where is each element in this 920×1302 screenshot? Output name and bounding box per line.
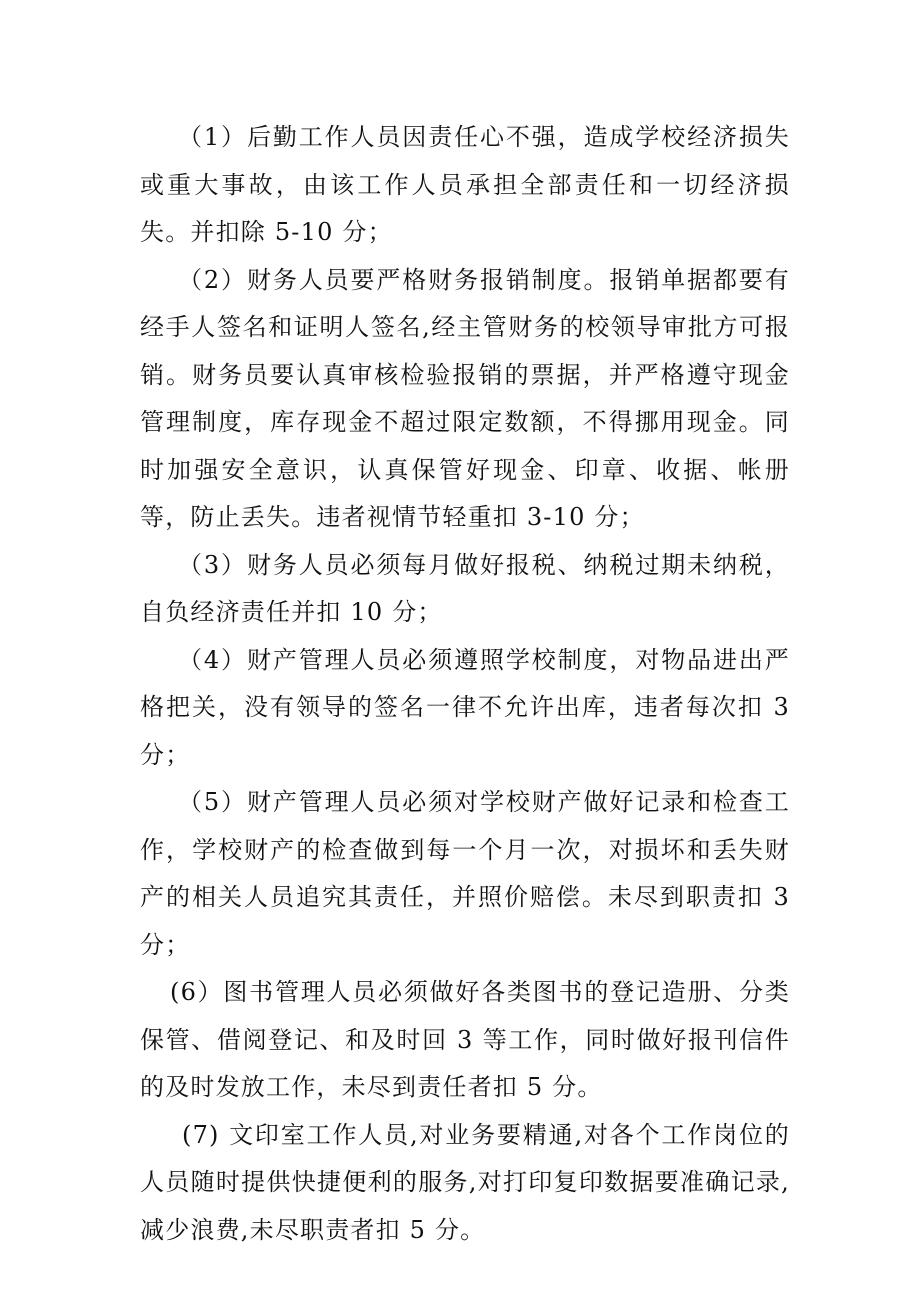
paragraph-1: （1）后勤工作人员因责任心不强，造成学校经济损失或重大事故，由该工作人员承担全部责任和一切经济损失。并扣除 5-10 分； xyxy=(140,123,790,246)
paragraph-5: （5）财产管理人员必须对学校财产做好记录和检查工作，学校财产的检查做到每一个月一次，对损坏和丢失财产的相关人员追究其责任，并照价赔偿。未尽到职责扣 3 分； xyxy=(140,788,790,959)
paragraph-7: (7) 文印室工作人员,对业务要精通,对各个工作岗位的人员随时提供快捷便利的服务,对打印复印数据要准确记录,减少浪费,未尽职责者扣 5 分。 xyxy=(140,1120,790,1244)
paragraph-6: (6）图书管理人员必须做好各类图书的登记造册、分类保管、借阅登记、和及时回 3 等工作，同时做好报刊信件的及时发放工作，未尽到责任者扣 5 分。 xyxy=(140,978,790,1101)
paragraph-4: （4）财产管理人员必须遵照学校制度，对物品进出严格把关，没有领导的签名一律不允许出库，违者每次扣 3 分； xyxy=(140,645,790,769)
document-body xyxy=(140,114,790,1254)
paragraph-3: （3）财务人员必须每月做好报税、纳税过期未纳税，自负经济责任并扣 10 分； xyxy=(140,550,790,626)
paragraph-2: （2）财务人员要严格财务报销制度。报销单据都要有经手人签名和证明人签名,经主管财务的校领导审批方可报销。财务员要认真审核检验报销的票据，并严格遵守现金管理制度，库存现金不超过限定数额，不得挪用现金。同时加强安全意识，认真保管好现金、印章、收据、帐册等，防止丢失。违者视情节轻重扣 3-10 分； xyxy=(140,265,790,531)
